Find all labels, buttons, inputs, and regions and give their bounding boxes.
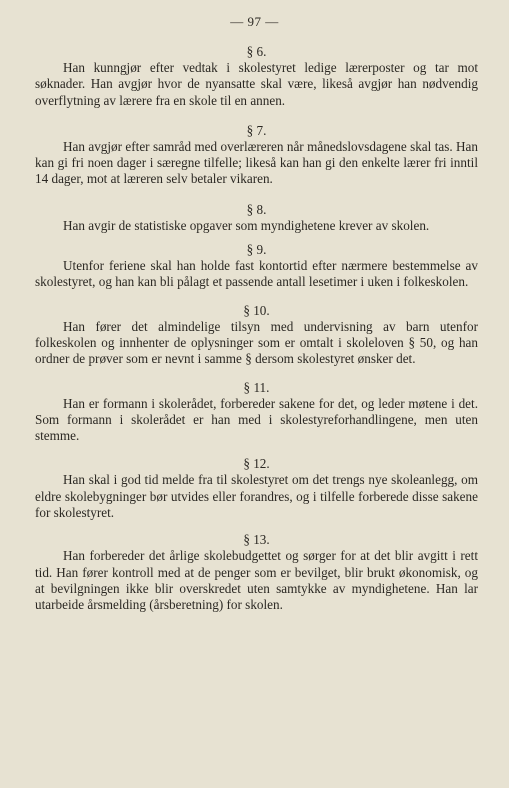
section-heading: § 6. [246, 44, 267, 59]
section-heading: § 8. [246, 201, 267, 217]
section-8 [35, 202, 478, 234]
section-paragraph: Han kunngjør efter vedtak i skolestyret ledige lærerposter og tar mot søknader. Han avgjør hvor de nyansatte skal være, likeså avgjør han nødvendig overflytning av lærere fra en skole til en annen. [35, 60, 478, 108]
section-paragraph: Han avgir de statistiske opgaver som myndighetene krever av skolen. [63, 217, 430, 233]
section-7 [35, 123, 478, 188]
section-13 [35, 532, 478, 613]
section-paragraph: Han avgjør efter samråd med overlæreren når månedslovsdagene skal tas. Han kan gi fri noen dager i særegne tilfelle; likeså kan han gi den enkelte lærer fri inntil 14 dager, mot at læreren selv betaler vikaren. [35, 138, 478, 187]
section-12 [35, 456, 478, 521]
page-number: — 97 — [230, 14, 279, 29]
section-paragraph: Han er formann i skolerådet, forbereder sakene for det, og leder møtene i det. Som formann i skolerådet er han med i skolestyreforhandlingene, men uten stemme. [35, 395, 478, 444]
section-paragraph: Han skal i god tid melde fra til skolestyret om det trengs nye skoleanlegg, om eldre skolebygninger bør utvides eller forandres, og i tilfelle forberede disse sakene for skolestyret. [35, 472, 478, 521]
section-heading: § 12. [243, 456, 270, 472]
section-heading: § 11. [243, 379, 270, 395]
section-11 [35, 380, 478, 445]
section-paragraph: Han forbereder det årlige skolebudgettet og sørger for at det blir avgitt i rett tid. Han fører kontroll med at de penger som er bevilget, blir brukt økonomisk, og at bevilgningen ikke blir overskredet uten samtykke av myndighetene. Han lar utarbeide årsmelding (årsberetning) for skolen. [35, 548, 478, 613]
section-heading: § 13. [243, 532, 270, 548]
section-9 [35, 242, 478, 291]
section-6 [35, 44, 478, 109]
section-heading: § 10. [243, 302, 270, 318]
section-heading: § 9. [246, 242, 267, 258]
section-paragraph: Utenfor feriene skal han holde fast kontortid efter nærmere bestemmelse av skolestyret, og han kan bli pålagt et passende antall lesetimer i uken i folkeskolen. [35, 258, 478, 290]
section-paragraph: Han fører det almindelige tilsyn med undervisning av barn utenfor folkeskolen og innhenter de oplysninger som er omtalt i skoleloven § 50, og han ordner de prøver som er nevnt i samme § dersom skolestyret ønsker det. [35, 318, 478, 367]
section-heading: § 7. [246, 122, 267, 138]
page-body [35, 44, 478, 614]
section-10 [35, 303, 478, 368]
